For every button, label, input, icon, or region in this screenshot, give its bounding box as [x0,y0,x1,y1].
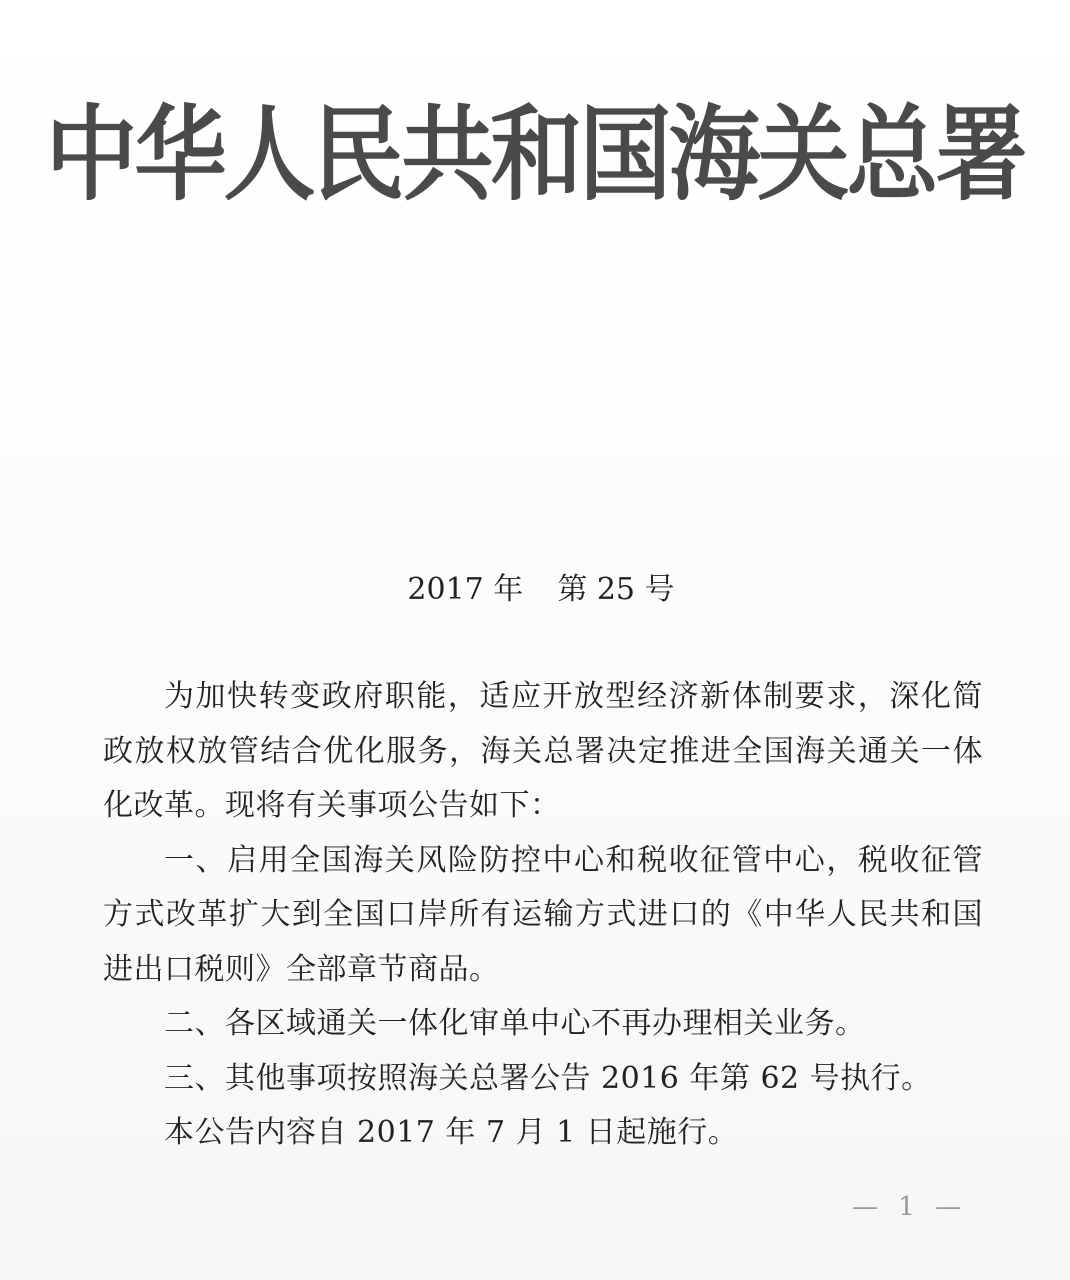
paragraph-item-3: 三、其他事项按照海关总署公告 2016 年第 62 号执行。 [164,1060,932,1096]
paragraph-intro: 为加快转变政府职能，适应开放型经济新体制要求，深化简政放权放管结合优化服务，海关总署决定推进全国海关通关一体化改革。现将有关事项公告如下： [103,679,983,823]
document-masthead: 中华人民共和国海关总署 [45,94,1025,215]
paragraph-item-2: 二、各区域通关一体化审单中心不再办理相关业务。 [164,1006,866,1041]
document-body [103,670,983,1161]
document-number-line [0,568,1070,612]
document-number: 第 25 号 [557,572,675,607]
paragraph-effective-date: 本公告内容自 2017 年 7 月 1 日起施行。 [164,1115,739,1150]
paragraph-item-1: 一、启用全国海关风险防控中心和税收征管中心，税收征管方式改革扩大到全国口岸所有运输方式进口的《中华人民共和国进出口税则》全部章节商品。 [103,842,983,987]
document-year: 2017 年 [407,572,524,607]
page-number: — 1 — [852,1192,968,1222]
